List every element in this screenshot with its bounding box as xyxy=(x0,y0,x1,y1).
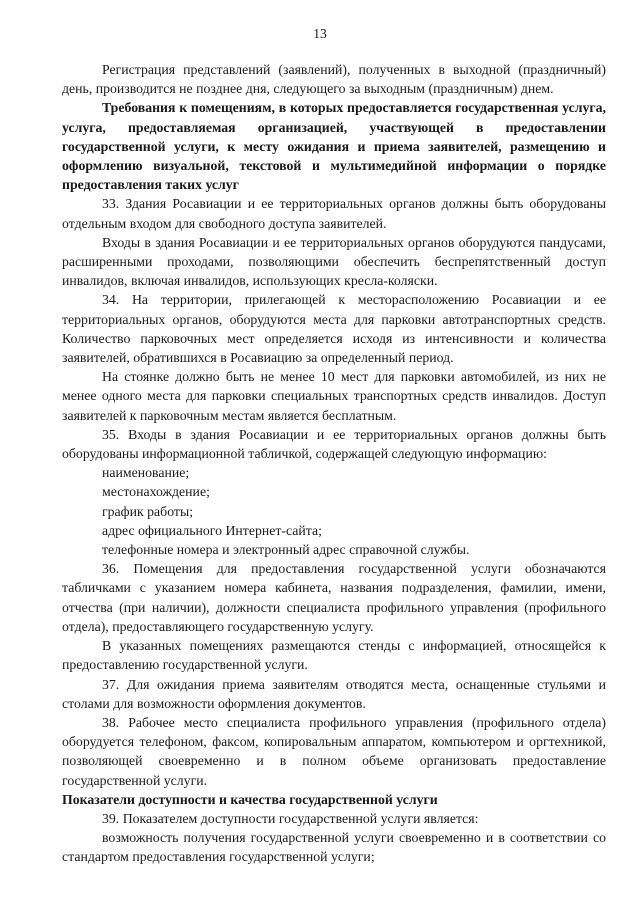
paragraph-36-stands: В указанных помещениях размещаются стенды с информацией, относящейся к предоставлению государственной услуги. xyxy=(62,638,606,673)
paragraph-34-parking: На стоянке должно быть не менее 10 мест для парковки автомобилей, из них не менее одного места для парковки специальных транспортных средств инвалидов. Доступ заявителей к парковочным местам является бесплатным. xyxy=(62,369,606,423)
paragraph-36: 36. Помещения для предоставления государственной услуги обозначаются табличками с указанием номера кабинета, названия подразделения, фамилии, имени, отчества (при наличии), должности специалиста профильного управления (профильного отдела), предоставляющего государственную услугу. xyxy=(62,561,606,634)
list-item-name: наименование; xyxy=(102,465,190,481)
paragraph-39-possibility: возможность получения государственной услуги своевременно и в соответствии со стандартом предоставления государственной услуги; xyxy=(62,830,606,865)
paragraph-37: 37. Для ожидания приема заявителям отводятся места, оснащенные стульями и столами для возможности оформления документов. xyxy=(62,676,606,711)
list-item-location: местонахождение; xyxy=(102,484,210,500)
paragraph-33-entrances: Входы в здания Росавиации и ее территориальных органов оборудуются пандусами, расширенными проходами, позволяющими обеспечить беспрепятственный доступ инвалидов, включая инвалидов, использующих кресла-коляски. xyxy=(62,234,606,289)
paragraph-38: 38. Рабочее место специалиста профильного управления (профильного отдела) оборудуется телефоном, факсом, копировальным аппаратом, компьютером и оргтехникой, позволяющей своевременно и в полном объеме организовать предоставление государственной услуги. xyxy=(62,714,606,788)
document-body xyxy=(62,60,606,867)
page-number: 13 xyxy=(313,26,327,41)
paragraph-35: 35. Входы в здания Росавиации и ее территориальных органов должны быть оборудованы информационной табличкой, содержащей следующую информацию: xyxy=(62,426,606,462)
paragraph-39: 39. Показателем доступности государственной услуги является: xyxy=(102,810,479,826)
list-item-schedule: график работы; xyxy=(102,503,194,519)
paragraph-34: 34. На территории, прилегающей к месторасположению Росавиации и ее территориальных органов, оборудуются места для парковки автотранспортных средств. Количество парковочных мест определяется исходя из интенсивности и количества заявителей, обратившихся в Росавиацию за определенный период. xyxy=(62,292,606,366)
heading-premises-requirements: Требования к помещениям, в которых предоставляется государственная услуга, услуга, предоставляемая организацией, участвующей в предоставлении государственной услуги, к месту ожидания и приема заявителей, размещению и оформлению визуальной, текстовой и мультимедийной информации о порядке предоставления таких услуг xyxy=(62,100,606,193)
paragraph-registration: Регистрация представлений (заявлений), полученных в выходной (праздничный) день, производится не позднее дня, следующего за выходным (праздничным) днем. xyxy=(62,62,606,97)
heading-accessibility-quality: Показатели доступности и качества государственной услуги xyxy=(62,791,438,807)
list-item-phones: телефонные номера и электронный адрес справочной службы. xyxy=(102,542,470,558)
list-item-website: адрес официального Интернет-сайта; xyxy=(102,522,322,538)
paragraph-33: 33. Здания Росавиации и ее территориальных органов должны быть оборудованы отдельным входом для свободного доступа заявителей. xyxy=(62,196,606,231)
